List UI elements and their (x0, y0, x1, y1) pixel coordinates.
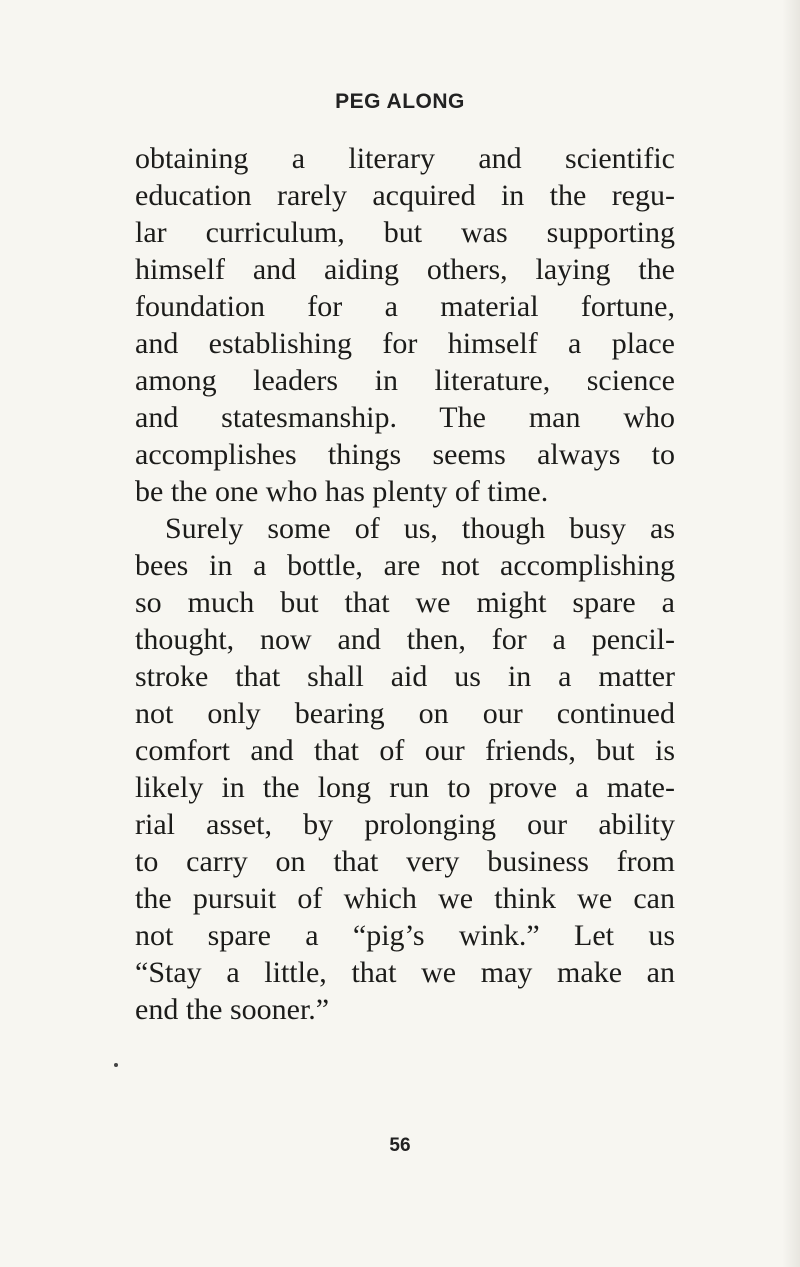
text-line: likely in the long run to prove a mate- (135, 771, 675, 804)
text-line: to carry on that very business from (135, 845, 675, 878)
body-text (135, 140, 675, 1028)
text-line: accomplishes things seems always to (135, 438, 675, 471)
text-line: stroke that shall aid us in a matter (135, 660, 675, 693)
text-line: not spare a “pig’s wink.” Let us (135, 919, 675, 952)
text-line: education rarely acquired in the regu- (135, 179, 675, 212)
text-line: and statesmanship. The man who (135, 401, 675, 434)
text-line: bees in a bottle, are not accomplishing (135, 549, 675, 582)
text-line: obtaining a literary and scientific (135, 142, 675, 175)
text-line: “Stay a little, that we may make an (135, 956, 675, 989)
text-line: the pursuit of which we think we can (135, 882, 675, 915)
text-line: lar curriculum, but was supporting (135, 216, 675, 249)
text-line: be the one who has plenty of time. (135, 475, 549, 508)
text-line: foundation for a material fortune, (135, 290, 675, 323)
text-line: and establishing for himself a place (135, 327, 675, 360)
text-line: himself and aiding others, laying the (135, 253, 675, 286)
page-number: 56 (389, 1135, 411, 1156)
text-line: rial asset, by prolonging our ability (135, 808, 675, 841)
running-head: PEG ALONG (335, 90, 465, 113)
text-line: not only bearing on our continued (135, 697, 675, 730)
text-line: end the sooner.” (135, 993, 330, 1026)
text-line: thought, now and then, for a pencil- (135, 623, 675, 656)
text-line: comfort and that of our friends, but is (135, 734, 675, 767)
page-edge-shadow (782, 0, 800, 1267)
text-line: so much but that we might spare a (135, 586, 675, 619)
text-line: Surely some of us, though busy as (165, 512, 675, 545)
margin-mark (114, 1063, 118, 1067)
text-line: among leaders in literature, science (135, 364, 675, 397)
